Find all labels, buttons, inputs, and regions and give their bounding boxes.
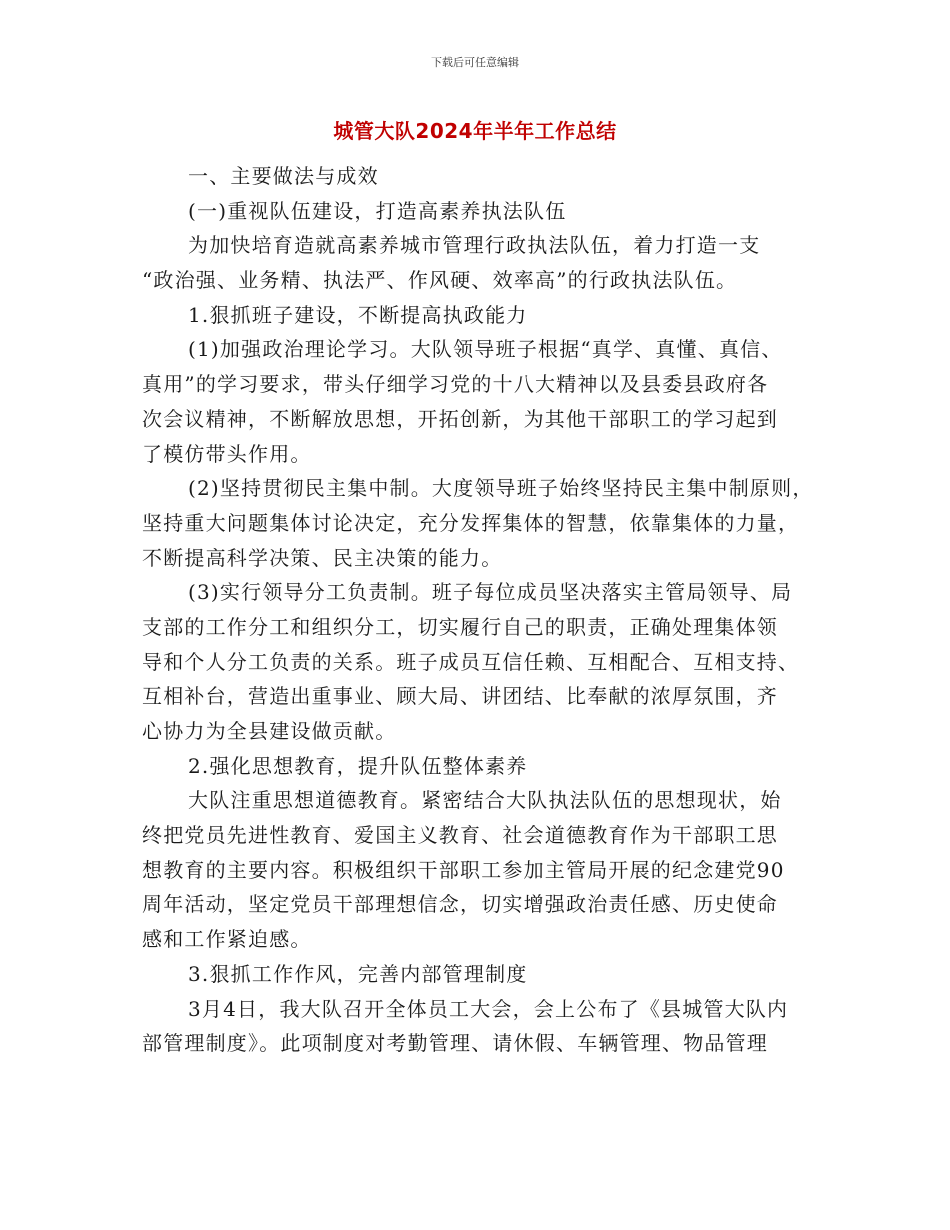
paragraph-line: 终把党员先进性教育、爱国主义教育、社会道德教育作为干部职工思 (142, 823, 778, 848)
paragraph-line: 坚持重大问题集体讨论决定，充分发挥集体的智慧，依靠集体的力量， (142, 510, 800, 535)
paragraph-line: 部管理制度》。此项制度对考勤管理、请休假、车辆管理、物品管理 (142, 1031, 768, 1056)
paragraph-line: 3月4日，我大队召开全体员工大会，会上公布了《县城管大队内 (188, 996, 789, 1021)
header-note: 下载后可任意编辑 (431, 56, 519, 69)
paragraph-line: 3.狠抓工作作风，完善内部管理制度 (188, 961, 528, 986)
paragraph-line: 一、主要做法与成效 (188, 164, 379, 188)
paragraph-line: 2.强化思想教育，提升队伍整体素养 (188, 753, 528, 778)
paragraph-line: 不断提高科学决策、民主决策的能力。 (142, 545, 503, 570)
paragraph-line: 互相补台，营造出重事业、顾大局、讲团结、比奉献的浓厚氛围，齐 (142, 684, 778, 709)
paragraph-line: 感和工作紧迫感。 (142, 927, 312, 952)
paragraph-line: “政治强、业务精、执法严、作风硬、效率高”的行政执法队伍。 (142, 268, 738, 293)
paragraph-line: (2)坚持贯彻民主集中制。大度领导班子始终坚持民主集中制原则， (188, 476, 814, 501)
paragraph-line: (1)加强政治理论学习。大队领导班子根据“真学、真懂、真信、 (188, 337, 783, 362)
paragraph-line: 周年活动，坚定党员干部理想信念，切实增强政治责任感、历史使命 (142, 892, 778, 917)
paragraph-line: 支部的工作分工和组织分工，切实履行自己的职责，正确处理集体领 (142, 614, 778, 639)
paragraph-line: 了模仿带头作用。 (142, 441, 312, 466)
document-body (142, 159, 822, 1061)
paragraph-line: 导和个人分工负责的关系。班子成员互信任赖、互相配合、互相支持、 (142, 649, 800, 674)
paragraph-line: (一)重视队伍建设，打造高素养执法队伍 (188, 198, 567, 223)
paragraph-line: 心协力为全县建设做贡献。 (142, 719, 397, 743)
paragraph-line: 真用”的学习要求，带头仔细学习党的十八大精神以及县委县政府各 (142, 372, 769, 397)
paragraph-line: 为加快培育造就高素养城市管理行政执法队伍，着力打造一支 (188, 233, 761, 258)
paragraph-line: 次会议精神，不断解放思想，开拓创新，为其他干部职工的学习起到 (142, 406, 778, 431)
paragraph-line: 想教育的主要内容。积极组织干部职工参加主管局开展的纪念建党90 (142, 857, 785, 882)
paragraph-line: (3)实行领导分工负责制。班子每位成员坚决落实主管局领导、局 (188, 580, 793, 605)
document-title: 城管大队2024年半年工作总结 (333, 119, 617, 143)
paragraph-line: 1.狠抓班子建设，不断提高执政能力 (188, 302, 528, 327)
paragraph-line: 大队注重思想道德教育。紧密结合大队执法队伍的思想现状，始 (188, 788, 782, 813)
